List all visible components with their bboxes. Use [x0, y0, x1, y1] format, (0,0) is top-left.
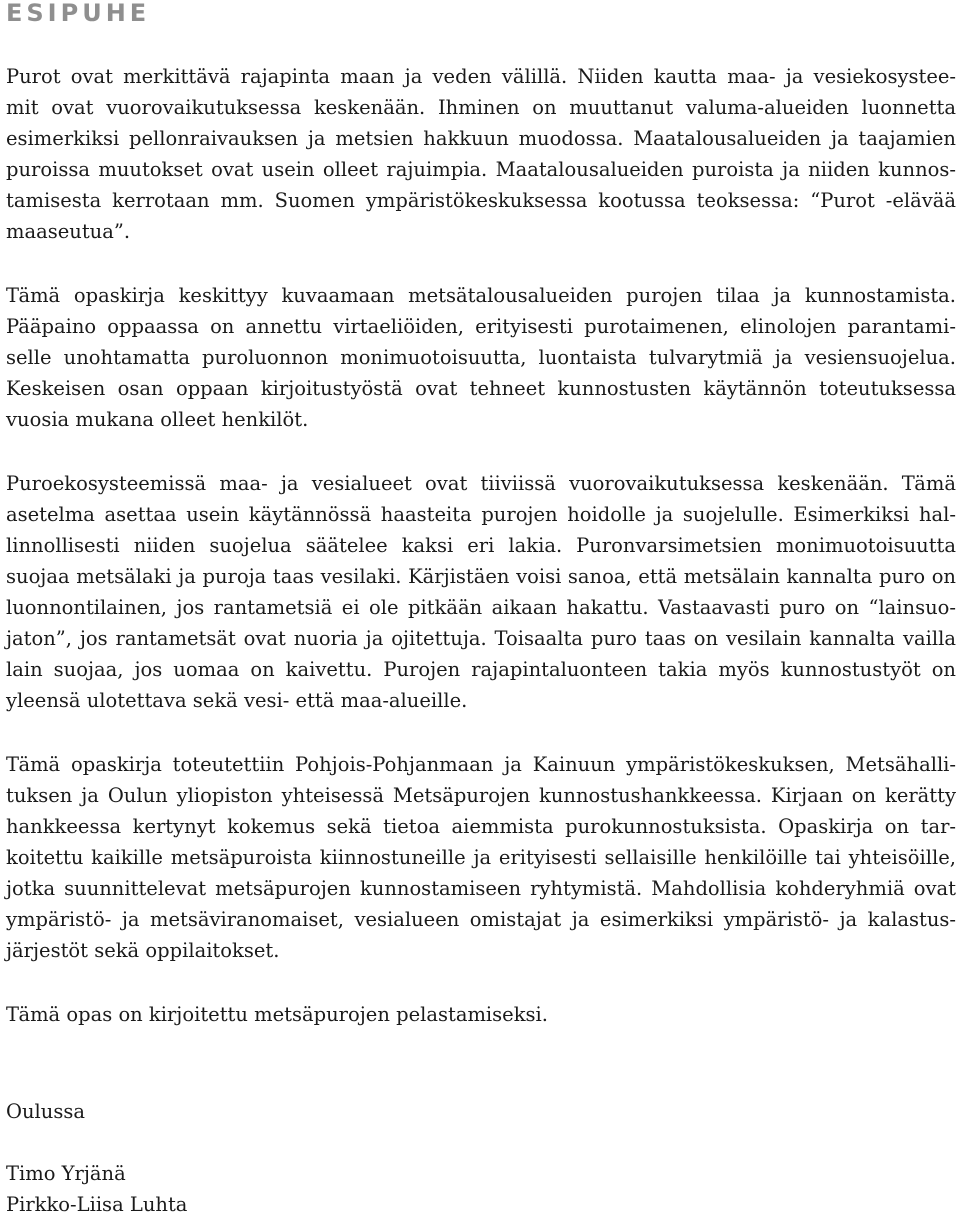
text-line: vuosia mukana olleet henkilöt. [6, 408, 309, 431]
text-line: selle unohtamatta puroluonnon monimuotoisuutta, luontaista tulvarytmiä ja vesiensuojelua. [6, 346, 956, 369]
text-line: koitettu kaikille metsäpuroista kiinnostuneille ja erityisesti sellaisille henkilöille tai yhteisöille, [6, 846, 956, 869]
text-line: luonnontilainen, jos rantametsiä ei ole pitkään aikaan hakattu. Vastaavasti puro on “lainsuo- [6, 596, 956, 619]
author-name: Timo Yrjänä [6, 1162, 126, 1185]
page-title: ESIPUHE [6, 0, 151, 27]
text-line: hankkeessa kertynyt kokemus sekä tietoa aiemmista purokunnostuksista. Opaskirja on tar- [6, 815, 956, 838]
text-line: maaseutua”. [6, 220, 131, 243]
text-line: asetelma asettaa usein käytännössä haasteita purojen hoidolle ja suojelulle. Esimerkiksi hal- [6, 503, 956, 526]
text-line: yleensä ulotettava sekä vesi- että maa-alueille. [6, 689, 468, 712]
text-line: mit ovat vuorovaikutuksessa keskenään. Ihminen on muuttanut valuma-alueiden luonnetta [6, 96, 956, 119]
text-line: tamisesta kerrotaan mm. Suomen ympäristökeskuksessa kootussa teoksessa: “Purot -elävää [6, 189, 956, 212]
text-line: Puroekosysteemissä maa- ja vesialueet ovat tiiviissä vuorovaikutuksessa keskenään. Tämä [6, 472, 956, 495]
text-line: jotka suunnittelevat metsäpurojen kunnostamiseen ryhtymistä. Mahdollisia kohderyhmiä ovat [6, 877, 956, 900]
paragraph-closing [6, 999, 956, 1030]
text-line: Pääpaino oppaassa on annettu virtaeliöiden, erityisesti purotaimenen, elinolojen parantami- [6, 315, 956, 338]
foreword-body [6, 61, 956, 1220]
signature-block [6, 1096, 956, 1220]
document-page [6, 0, 956, 1220]
text-line: Tämä opas on kirjoitettu metsäpurojen pelastamiseksi. [6, 1003, 548, 1026]
text-line: Keskeisen osan oppaan kirjoitustyöstä ovat tehneet kunnostusten käytännön toteutuksessa [6, 377, 956, 400]
text-line: jaton”, jos rantametsät ovat nuoria ja ojitettuja. Toisaalta puro taas on vesilain kannalta vailla [6, 627, 956, 650]
text-line: ympäristö- ja metsäviranomaiset, vesialueen omistajat ja esimerkiksi ympäristö- ja kalastus- [6, 908, 956, 931]
paragraph-project [6, 749, 956, 966]
paragraph-focus [6, 280, 956, 435]
text-line: linnollisesti niiden suojelua säätelee kaksi eri lakia. Puronvarsimetsien monimuotoisuutta [6, 534, 956, 557]
signature-place: Oulussa [6, 1100, 85, 1123]
text-line: esimerkiksi pellonraivauksen ja metsien hakkuun muodossa. Maatalousalueiden ja taajamien [6, 127, 956, 150]
text-line: tuksen ja Oulun yliopiston yhteisessä Metsäpurojen kunnostushankkeessa. Kirjaan on kerätty [6, 784, 956, 807]
text-line: Tämä opaskirja toteutettiin Pohjois-Pohjanmaan ja Kainuun ympäristökeskuksen, Metsähalli- [6, 753, 956, 776]
text-line: järjestöt sekä oppilaitokset. [6, 939, 280, 962]
text-line: Purot ovat merkittävä rajapinta maan ja veden välillä. Niiden kautta maa- ja vesiekosystee- [6, 65, 956, 88]
signature-names [6, 1158, 956, 1220]
paragraph-intro [6, 61, 956, 247]
text-line: puroissa muutokset ovat usein olleet rajuimpia. Maatalousalueiden puroista ja niiden kunnos- [6, 158, 956, 181]
text-line: suojaa metsälaki ja puroja taas vesilaki. Kärjistäen voisi sanoa, että metsälain kannalta puro on [6, 565, 956, 588]
text-line: Tämä opaskirja keskittyy kuvaamaan metsätalousalueiden purojen tilaa ja kunnostamista. [6, 284, 956, 307]
text-line: lain suojaa, jos uomaa on kaivettu. Purojen rajapintaluonteen takia myös kunnostustyöt on [6, 658, 956, 681]
paragraph-ecosystem [6, 468, 956, 716]
author-name: Pirkko-Liisa Luhta [6, 1193, 188, 1216]
